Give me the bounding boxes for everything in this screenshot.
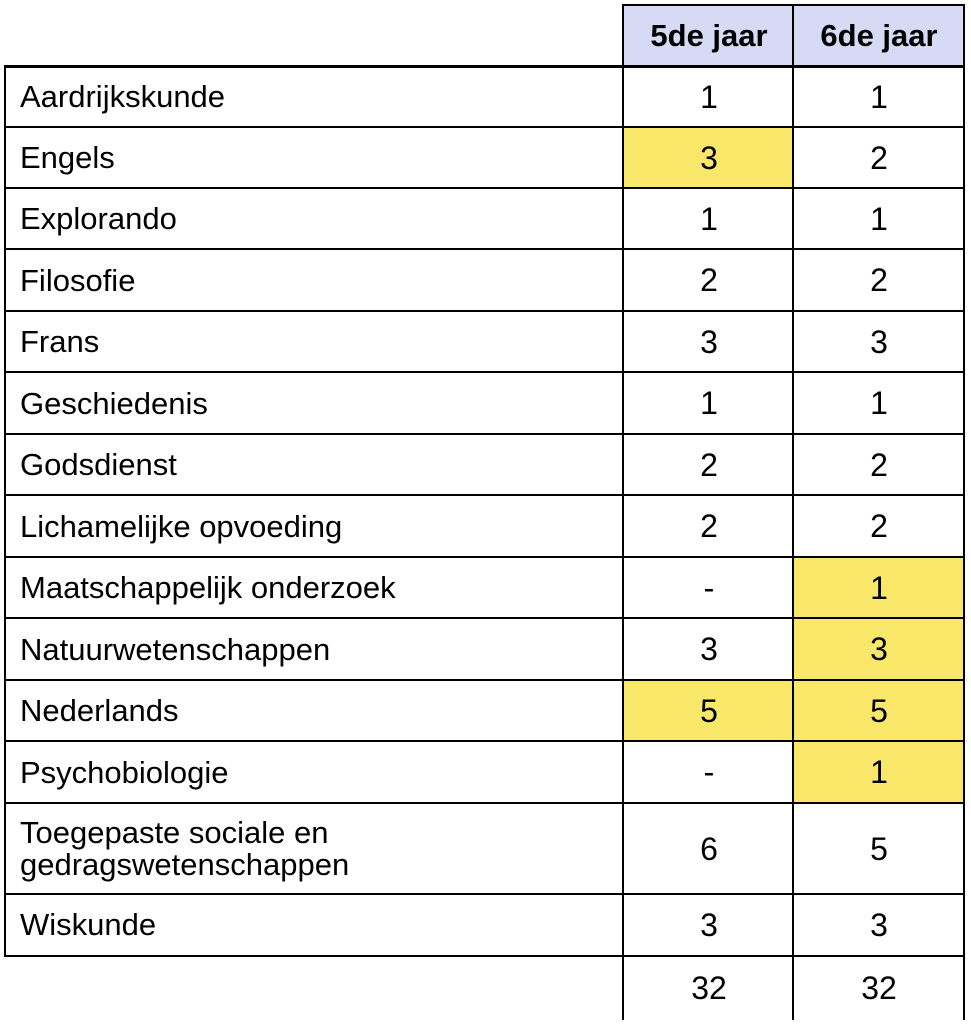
subject-cell: Toegepaste sociale en gedragswetenschappen: [20, 815, 350, 882]
hours-5de-cell: 1: [700, 385, 718, 421]
hours-5de-cell-highlighted: 5: [624, 681, 794, 741]
row-divider: [4, 371, 965, 373]
subject-cell: Explorando: [20, 201, 177, 236]
row-divider: [4, 893, 965, 895]
hours-6de-cell-highlighted: 1: [794, 558, 964, 618]
row-divider: [4, 126, 965, 128]
row-divider: [4, 955, 965, 957]
column-divider-6de: [792, 4, 794, 1020]
subject-cell: Filosofie: [20, 262, 136, 298]
hours-5de-cell: 1: [700, 200, 718, 237]
right-border: [963, 4, 965, 1020]
total-6de-cell: 32: [861, 969, 897, 1006]
row-divider: [4, 802, 965, 804]
row-divider: [4, 187, 965, 189]
subject-cell: Aardrijkskunde: [20, 79, 226, 114]
hours-6de-cell: 1: [870, 200, 888, 237]
hours-6de-cell: 1: [870, 385, 888, 421]
hours-5de-cell: 1: [700, 78, 718, 115]
hours-5de-cell-highlighted: 3: [624, 128, 794, 188]
row-divider: [4, 679, 965, 681]
hours-6de-cell: 3: [870, 906, 888, 943]
subject-cell: Wiskunde: [20, 907, 157, 942]
subject-cell: Psychobiologie: [20, 754, 229, 790]
hours-5de-cell: 2: [700, 446, 718, 483]
row-divider: [4, 494, 965, 496]
row-divider: [4, 740, 965, 742]
subject-cell: Nederlands: [20, 693, 179, 728]
column-divider-5de: [622, 4, 624, 1020]
hours-5de-cell: 3: [700, 906, 718, 943]
hours-6de-cell: 1: [870, 78, 888, 115]
subject-cell: Geschiedenis: [20, 385, 208, 421]
hours-6de-cell: 2: [870, 262, 888, 298]
header-5de-jaar: 5de jaar: [624, 6, 794, 65]
row-divider: [4, 556, 965, 558]
hours-5de-cell: 2: [700, 262, 718, 298]
hours-6de-cell-highlighted: 5: [794, 681, 964, 741]
hours-6de-cell: 2: [870, 139, 888, 176]
row-divider: [4, 433, 965, 435]
row-divider: [4, 65, 965, 68]
hours-5de-cell: 3: [700, 323, 718, 360]
hours-5de-cell: -: [703, 569, 715, 606]
row-divider: [4, 310, 965, 312]
hours-6de-cell-highlighted: 1: [794, 742, 964, 803]
subject-cell: Engels: [20, 140, 115, 175]
hours-5de-cell: -: [703, 754, 715, 790]
row-divider: [4, 617, 965, 619]
subject-cell: Frans: [20, 324, 100, 359]
row-divider: [4, 248, 965, 250]
hours-5de-cell: 2: [700, 508, 718, 544]
subject-cell: Maatschappelijk onderzoek: [20, 570, 396, 605]
left-border: [4, 65, 6, 957]
hours-6de-cell: 2: [870, 508, 888, 544]
hours-5de-cell: 3: [700, 631, 718, 667]
subject-cell: Lichamelijke opvoeding: [20, 508, 343, 544]
hours-5de-cell: 6: [700, 830, 718, 867]
hours-6de-cell: 2: [870, 446, 888, 483]
header-6de-jaar: 6de jaar: [794, 6, 964, 65]
hours-6de-cell: 5: [870, 830, 888, 867]
hours-6de-cell: 3: [870, 323, 888, 360]
subject-cell: Natuurwetenschappen: [20, 631, 331, 667]
hours-6de-cell-highlighted: 3: [794, 619, 964, 680]
total-5de-cell: 32: [691, 969, 727, 1006]
subject-cell: Godsdienst: [20, 447, 177, 482]
